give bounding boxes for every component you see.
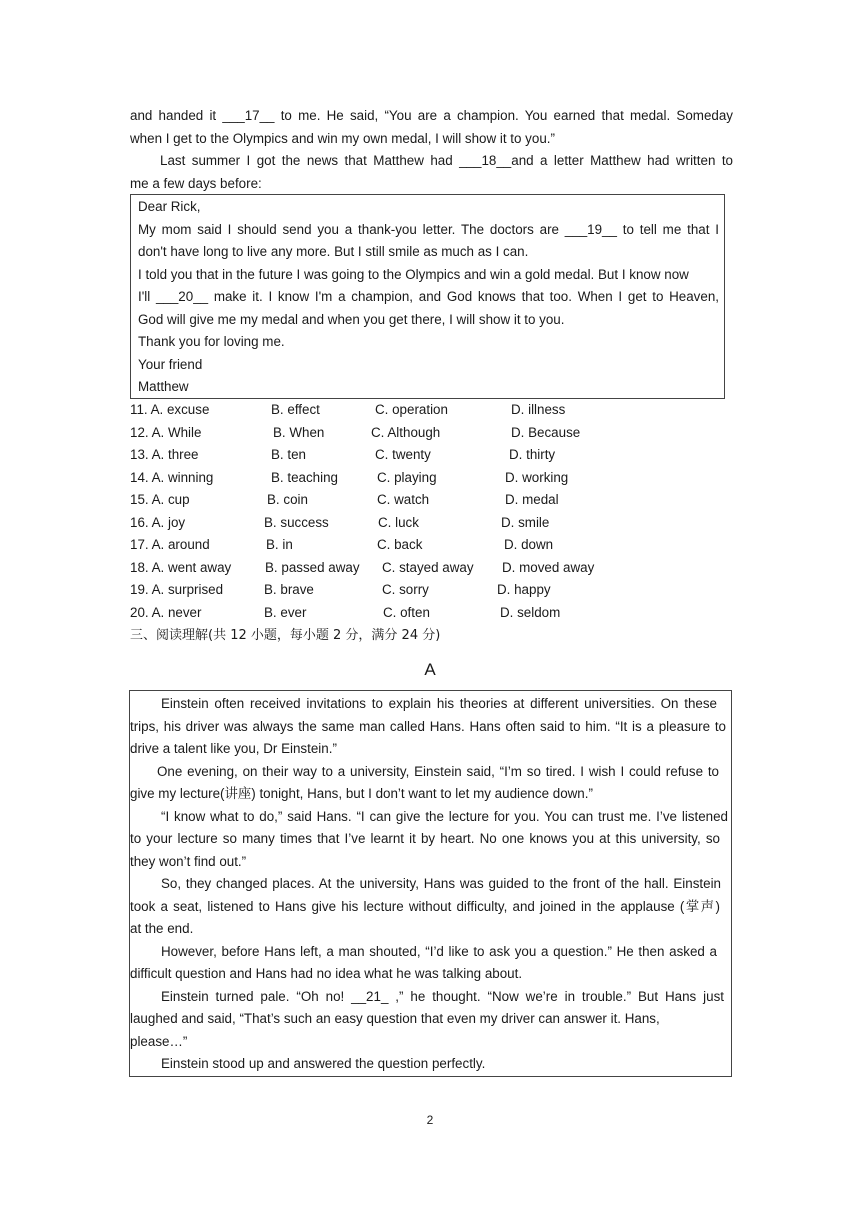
passage-line: to your lecture so many times that I’ve learnt it by heart. No one knows you at this university, so	[130, 831, 720, 846]
option-d: D. smile	[501, 515, 550, 530]
option-c: C. operation	[375, 402, 448, 417]
option-a: 19. A. surprised	[130, 582, 224, 597]
option-a: 15. A. cup	[130, 492, 190, 507]
option-c: C. playing	[377, 470, 437, 485]
passage-line: trips, his driver was always the same man called Hans. Hans often said to him. “It is a pleasure to	[130, 719, 726, 734]
option-d: D. illness	[511, 402, 566, 417]
option-c: C. luck	[378, 515, 419, 530]
passage-line: “I know what to do,” said Hans. “I can give the lecture for you. You can trust me. I’ve listened	[161, 809, 728, 824]
option-a: 13. A. three	[130, 447, 199, 462]
letter-line: Matthew	[138, 379, 189, 394]
passage-line: One evening, on their way to a university, Einstein said, “I’m so tired. I wish I could refuse to	[157, 764, 719, 779]
passage-line: Einstein often received invitations to explain his theories at different universities. On these	[161, 696, 717, 711]
letter-line: Dear Rick,	[138, 199, 201, 214]
passage-line: Einstein stood up and answered the question perfectly.	[161, 1056, 486, 1071]
option-a: 18. A. went away	[130, 560, 232, 575]
option-c: C. often	[383, 605, 430, 620]
letter-box	[130, 194, 725, 399]
option-b: B. brave	[264, 582, 314, 597]
passage-line: Einstein turned pale. “Oh no! __21_ ,” he thought. “Now we’re in trouble.” But Hans just	[161, 989, 724, 1004]
intro-line-4: me a few days before:	[130, 176, 262, 191]
intro-line-1: and handed it ___17__ to me. He said, “You are a champion. You earned that medal. Someday	[130, 108, 733, 123]
option-a: 11. A. excuse	[130, 402, 210, 417]
passage-heading: A	[424, 660, 436, 679]
option-d: D. moved away	[502, 560, 595, 575]
passage-line: difficult question and Hans had no idea what he was talking about.	[130, 966, 523, 981]
option-b: B. teaching	[271, 470, 338, 485]
option-a: 17. A. around	[130, 537, 210, 552]
option-d: D. happy	[497, 582, 551, 597]
letter-line: I told you that in the future I was going to the Olympics and win a gold medal. But I know now	[138, 267, 689, 282]
option-c: C. sorry	[382, 582, 429, 597]
option-d: D. down	[504, 537, 554, 552]
section-title: 三、阅读理解(共 12 小题，每小题 2 分，满分 24 分)	[130, 628, 441, 643]
passage-line: laughed and said, “That’s such an easy question that even my driver can answer it. Hans,	[130, 1011, 660, 1026]
option-c: C. stayed away	[382, 560, 474, 575]
intro-line-3: Last summer I got the news that Matthew had ___18__and a letter Matthew had written to	[160, 153, 733, 168]
option-d: D. seldom	[500, 605, 561, 620]
intro-line-2: when I get to the Olympics and win my own medal, I will show it to you.”	[130, 131, 555, 146]
passage-line: they won’t find out.”	[130, 854, 247, 869]
option-d: D. medal	[505, 492, 559, 507]
option-b: B. passed away	[265, 560, 360, 575]
option-b: B. effect	[271, 402, 320, 417]
letter-line: My mom said I should send you a thank-you letter. The doctors are ___19__ to tell me that I	[138, 222, 719, 237]
passage-line: please…”	[130, 1034, 188, 1049]
passage-line: drive a talent like you, Dr Einstein.”	[130, 741, 337, 756]
option-b: B. ever	[264, 605, 307, 620]
passage-box	[129, 690, 732, 1077]
letter-line: Thank you for loving me.	[138, 334, 285, 349]
option-b: B. in	[266, 537, 293, 552]
letter-line: don't have long to live any more. But I still smile as much as I can.	[138, 244, 529, 259]
letter-line: Your friend	[138, 357, 203, 372]
letter-line: God will give me my medal and when you get there, I will show it to you.	[138, 312, 565, 327]
passage-line: However, before Hans left, a man shouted, “I’d like to ask you a question.” He then asked a	[161, 944, 717, 959]
passage-line: give my lecture(讲座) tonight, Hans, but I don’t want to let my audience down.”	[130, 786, 593, 801]
passage-line: at the end.	[130, 921, 194, 936]
passage-line: So, they changed places. At the university, Hans was guided to the front of the hall. Einstein	[161, 876, 721, 891]
option-c: C. watch	[377, 492, 430, 507]
option-a: 12. A. While	[130, 425, 202, 440]
option-a: 20. A. never	[130, 605, 202, 620]
option-b: B. When	[273, 425, 325, 440]
option-a: 16. A. joy	[130, 515, 186, 530]
page-number: 2	[426, 1113, 434, 1127]
option-b: B. ten	[271, 447, 306, 462]
letter-line: I'll ___20__ make it. I know I'm a champion, and God knows that too. When I get to Heaven,	[138, 289, 719, 304]
option-a: 14. A. winning	[130, 470, 214, 485]
option-b: B. coin	[267, 492, 308, 507]
option-c: C. Although	[371, 425, 441, 440]
passage-line: took a seat, listened to Hans give his lecture without difficulty, and joined in the applause (掌声)	[130, 899, 720, 914]
option-d: D. working	[505, 470, 569, 485]
option-c: C. twenty	[375, 447, 431, 462]
option-b: B. success	[264, 515, 329, 530]
option-d: D. thirty	[509, 447, 556, 462]
option-c: C. back	[377, 537, 423, 552]
option-d: D. Because	[511, 425, 581, 440]
